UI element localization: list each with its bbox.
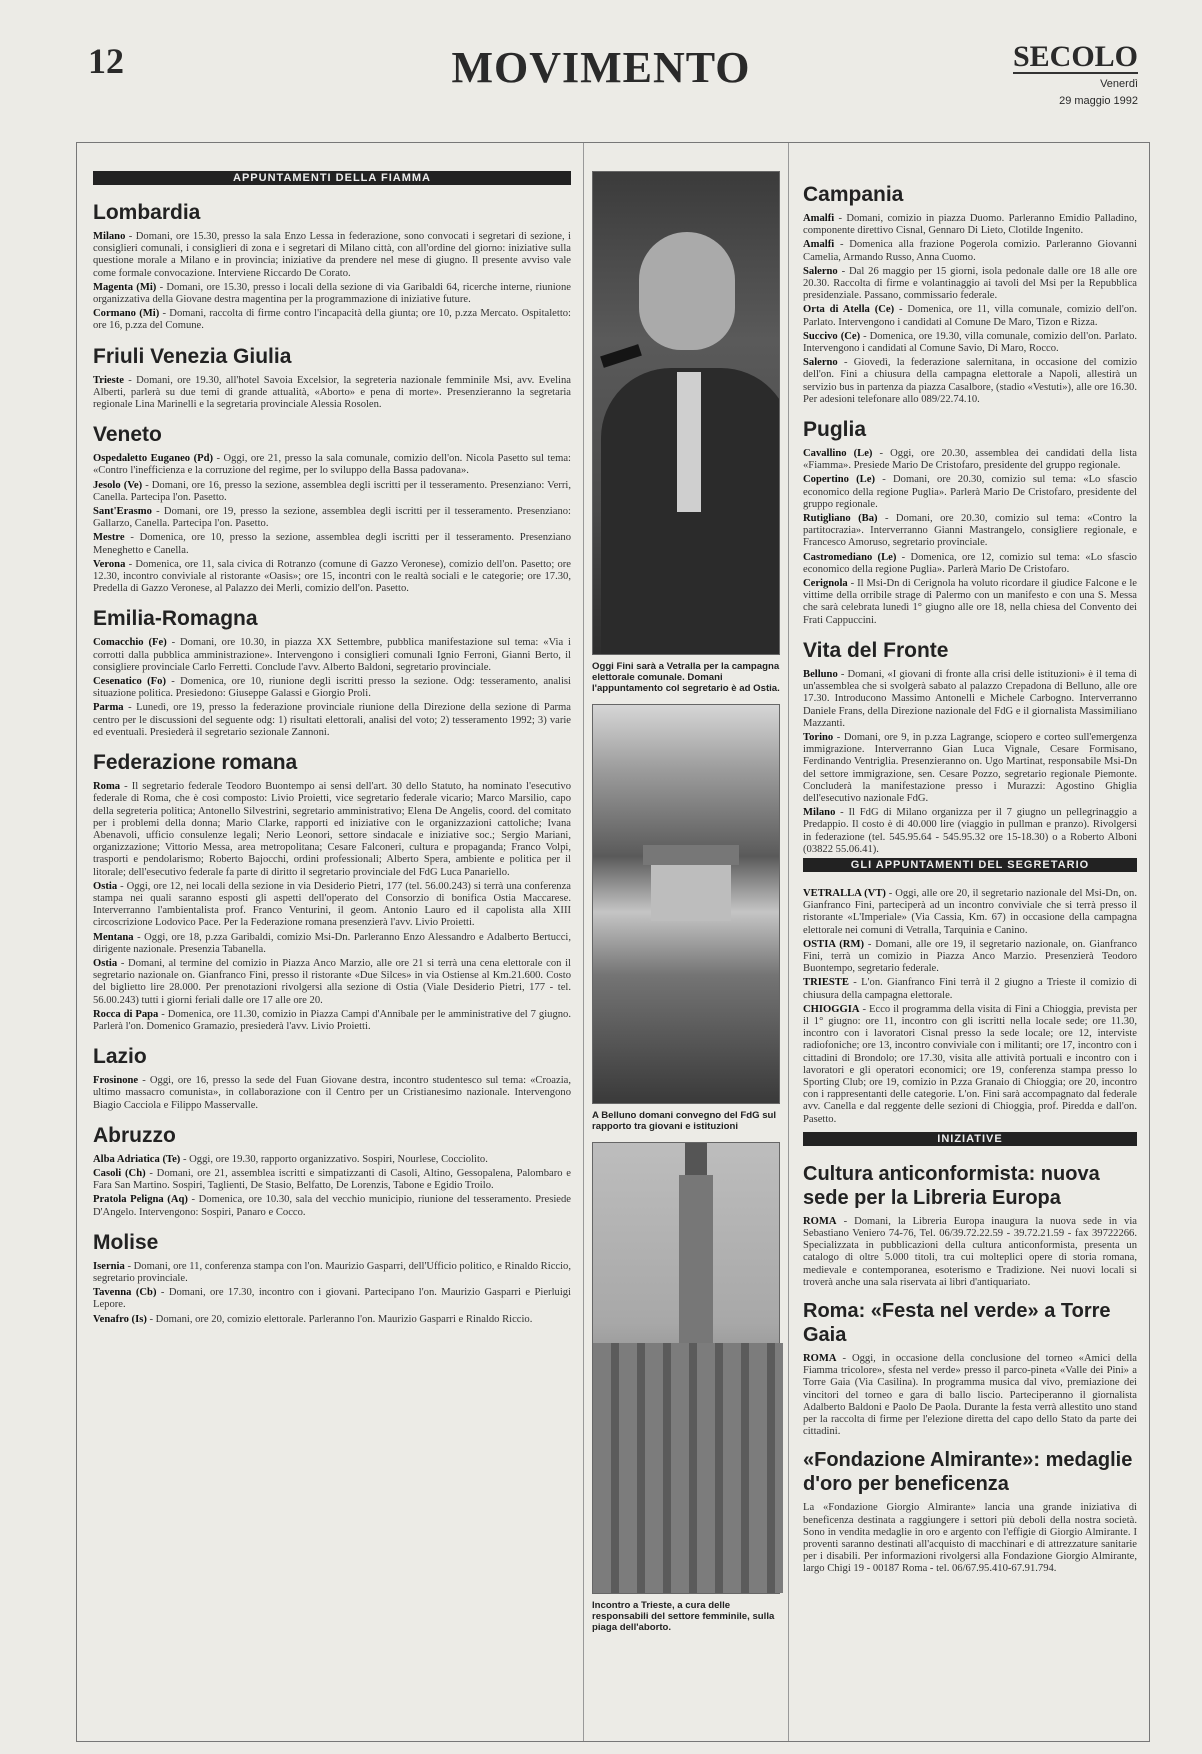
item-text: - L'on. Gianfranco Fini terrà il 2 giugno a Trieste il comizio di chiusura della campagna elettorale.	[803, 977, 1137, 1001]
item-text: - Domani, ore 20, comizio elettorale. Parleranno l'on. Maurizio Gasparri e Rinaldo Riccio.	[146, 1313, 533, 1325]
portrait-head	[639, 232, 735, 350]
item-place: Rutigliano (Ba)	[803, 513, 878, 525]
item-place: Cormano (Mi)	[93, 308, 160, 320]
region-heading: Emilia-Romagna	[93, 607, 258, 631]
item-place: Amalfi	[803, 239, 835, 251]
item-entry	[803, 213, 1137, 237]
item-entry	[803, 331, 1137, 355]
item-text: - Giovedì, la federazione salernitana, in occasione del comizio dell'on. Fini a chiusura della campagna elettorale a Napoli, allestirà un servizio bus in partenza da piazza Casalbore, (stadio «Vestuti»), alle ore 16.30. Per adesioni telefonare allo 089/22.74.10.	[803, 357, 1137, 405]
region-heading: Lazio	[93, 1045, 147, 1069]
item-text: - Domani, ore 11, conferenza stampa con l'on. Maurizio Gasparri, dell'Ufficio politico, e Rinaldo Riccio, segretario provinciale.	[93, 1260, 571, 1284]
item-place: Comacchio (Fe)	[93, 637, 167, 649]
item-entry	[93, 932, 571, 956]
item-entry	[93, 1075, 571, 1112]
item-entry	[93, 1154, 571, 1166]
item-entry	[803, 888, 1137, 937]
iniziative-list	[803, 1162, 1137, 1576]
appuntamenti-banner: APPUNTAMENTI DELLA FIAMMA	[93, 171, 571, 185]
item-entry	[803, 578, 1137, 627]
item-text: - Domenica, ore 11.30, comizio in Piazza Campi d'Annibale per le amministrative del 7 giugno. Parlerà l'on. Domenico Gramazio, presiederà l'avv. Livio Proietti.	[93, 1008, 571, 1032]
item-text: La «Fondazione Giorgio Almirante» lancia una grande iniziativa di beneficenza destinata a raggiungere i settori più deboli della nostra società. Sono in vendita medaglie in oro e argento con l'effigie di Giorgio Almirante. I proventi saranno destinati all'acquisto di macchinari e di attrezzature sanitarie per i disabili. Per informazioni rivolgersi alla Fondazione Giorgio Almirante, largo Chigi 19 - 00187 Roma - tel. 06/67.95.410-67.91.794.	[803, 1502, 1137, 1575]
section-title: MOVIMENTO	[451, 43, 751, 92]
item-text: - Domani, ore 19, presso la sezione, assemblea degli iscritti per il tesseramento. Presenziano: Gallarzo, Canella. Partecipa l'on. Pasetto.	[93, 506, 571, 530]
item-text: - Lunedì, ore 19, presso la federazione provinciale riunione della Direzione della sezione di Parma centro per le discussioni del seguente odg: 1) risultati elettorali, analisi del voto; 2) tesseramento 1992; 3) varie ed eventuali. Presiederà il segretario sezionale Zannoni.	[93, 702, 571, 738]
item-entry	[93, 532, 571, 556]
item-text: - Oggi, ore 19.30, rapporto organizzativo. Sospiri, Nourlese, Cocciolito.	[180, 1153, 488, 1165]
right-regions-list	[803, 183, 1137, 856]
item-place: Torino	[803, 731, 834, 743]
item-place: Orta di Atella (Ce)	[803, 304, 895, 316]
item-place: Frosinone	[93, 1075, 139, 1087]
item-text: - Domani, ore 15.30, presso i locali della sezione di via Garibaldi 64, ricerche interne, riunione organizzativa della Giovane destra magentina per la programmazione di iniziative future.	[93, 281, 571, 306]
church-roof	[643, 845, 739, 865]
item-entry	[93, 881, 571, 930]
item-entry	[803, 266, 1137, 303]
newspaper-logo: SECOLO	[1012, 40, 1138, 73]
item-text: - Domenica, ore 10, presso la sezione, assemblea degli iscritti per il tesseramento. Presenziano Meneghetto e Canella.	[93, 532, 571, 556]
item-place: OSTIA (RM)	[803, 938, 864, 950]
iniziative-banner: INIZIATIVE	[803, 1132, 1137, 1146]
item-place: Salerno	[803, 265, 838, 277]
segretario-banner: GLI APPUNTAMENTI DEL SEGRETARIO	[803, 858, 1137, 872]
fini-photo	[592, 171, 780, 655]
item-text: - Domani, ore 21, assemblea iscritti e simpatizzanti di Casoli, Altino, Gessopalena, Palombaro e Fara San Martino. Sospiri, Taglienti, De Stasio, Belfatto, De Lorenzis, Tabone e Egidio Troilo.	[93, 1167, 572, 1192]
region-heading: Friuli Venezia Giulia	[93, 344, 292, 368]
item-place: Milano	[93, 231, 126, 242]
region-heading: Federazione romana	[93, 751, 298, 775]
item-entry	[93, 1261, 571, 1285]
item-place: Amalfi	[803, 213, 835, 224]
item-entry	[93, 559, 571, 596]
item-entry	[803, 807, 1137, 856]
item-place: Roma	[93, 781, 121, 793]
item-place: Casoli (Ch)	[93, 1167, 146, 1179]
photo-caption-fini: Oggi Fini sarà a Vetralla per la campagna elettorale comunale. Domani l'appuntamento col segretario è ad Ostia.	[592, 661, 780, 694]
region-heading: Campania	[803, 183, 904, 206]
item-entry	[93, 702, 571, 739]
item-entry	[803, 357, 1137, 406]
item-entry	[803, 1216, 1137, 1289]
item-entry	[803, 239, 1137, 263]
item-entry	[93, 1009, 571, 1033]
region-heading: Molise	[93, 1230, 159, 1254]
item-place: TRIESTE	[803, 977, 849, 989]
item-entry	[93, 1194, 571, 1218]
item-text: - Domenica, ore 12, comizio sul tema: «Lo sfascio economico della regione Puglia». Parlerà Mario De Cristofaro.	[803, 551, 1137, 575]
item-text: - Domenica, ore 10, riunione degli iscritti presso la sezione. Odg: tesseramento, analisi situazione politica. Presiedono: Giuseppe Galassi e Giorgio Proli.	[93, 676, 572, 700]
item-place: Cavallino (Le)	[803, 448, 873, 460]
page-number: 12	[88, 41, 124, 81]
item-text: - Domani, comizio in piazza Duomo. Parleranno Emidio Palladino, componente direttivo Cisnal, Gennaro Di Lieto, Clotilde Ingenito.	[803, 213, 1137, 237]
item-text: - Oggi, alle ore 20, il segretario nazionale del Msi-Dn, on. Gianfranco Fini, parteciperà ad un incontro conviviale che si terrà presso il ristorante «L'Imperiale» (Via Cassia, Km. 67) in occasione della campagna elettorale nei comuni di Vetralla, Tarquinia e Canino.	[803, 887, 1138, 936]
item-text: - Il segretario federale Teodoro Buontempo ai sensi dell'art. 30 dello Statuto, ha nominato l'esecutivo federale di Roma, che è così composto: Livio Proietti, vice segretario federale vicario; Marco Marsilio, capo della segreteria politica; Antonello Silvestrini, segretario amministrativo; Elena De Angelis, coord. del comitato per i problemi della donna; Mario Clarke, rapporti ed iniziative con le organizzazioni cattoliche; Ivana Abenavoli, ufficio consulenze legali; Nerio Leonori, settore sindacale e iniziative soc.; Sergio Mariani, organizzazione; Vittorio Messa, area metropolitana; Cesare Falconeri, cultura e propaganda; Franco Volpi, trasporti e pendolarismo; Roberto Bajocchi, ordini professionali; Alberto Spera, ambiente e politica per il litorale; dell'esecutivo federale fa parte di diritto il segretario provinciale del FdG Luca Panariello.	[93, 781, 571, 878]
item-entry	[93, 506, 571, 530]
item-entry	[803, 448, 1137, 472]
item-place: Milano	[803, 807, 836, 819]
item-text: - Ecco il programma della visita di Fini a Chioggia, prevista per il 1° giugno: ore 11, incontro con gli iscritti nella locale sede; ore 11.30, incontro con i lavoratori Cisnal presso la sede locale; ore 12, interviste radiofoniche; ore 13, incontro conviviale con i militanti; ore 17, incontro con i cittadini di Brondolo; ore 17.30, visita alle attività portuali e incontro con i lavoratori e gli operatori economici; ore 19, conferenza stampa presso lo Sporting Club; ore 19, comizio in P.zza Granaio di Chioggia; ore 20, incontro con i rappresentanti delle categorie. L'on. Fini sarà accompagnato dal federale avv. Canella e dal reggente delle sezioni di Chioggia, prof. Piredda e dall'on. Pasetto.	[803, 1003, 1137, 1125]
issue-weekday: Venerdì	[1100, 78, 1138, 90]
item-entry	[93, 958, 571, 1007]
item-text: - Domani, ore 20.30, comizio sul tema: «Lo sfascio economico della regione Puglia». Parlerà Mario De Cristofaro, presidente del gruppo regionale.	[803, 474, 1138, 510]
trieste-photo	[592, 1142, 780, 1594]
item-text: - Domani, raccolta di firme contro l'incapacità della giunta; ore 10, p.zza Mercato. Ospitaletto: ore 16, p.zza del Comune.	[93, 308, 572, 332]
item-text: - Domani, ore 16, presso la sezione, assemblea degli iscritti per il tesseramento. Presenziano: Verri, Canella. Partecipa l'on. Pasetto.	[93, 479, 572, 503]
item-place: Magenta (Mi)	[93, 281, 157, 293]
item-entry	[93, 375, 571, 412]
item-entry	[93, 637, 571, 674]
item-text: - Domenica, ore 19.30, villa comunale, comizio dell'on. Parlato. Intervengono i candidati al Comune Savio, Di Maro, Rocco.	[803, 330, 1138, 355]
regions-list	[93, 201, 571, 1326]
item-place: Salerno	[803, 357, 838, 369]
region-heading: Vita del Fronte	[803, 638, 949, 662]
article-headline: Cultura anticonformista: nuova sede per la Libreria Europa	[803, 1162, 1100, 1209]
item-place: ROMA	[803, 1353, 837, 1365]
item-text: - Domani, ore 15.30, presso la sala Enzo Lessa in federazione, sono convocati i segretari di sezione, i consiglieri comunali, i consiglieri di zona e i segretari di Milano città, con all'ordine del giorno: iniziative sulla questione morale a Milano e in provincia; iniziative da prendere nel mese di giugno. Il presente avviso vale come formale convocazione. Interviene Riccardo De Corato.	[93, 231, 571, 279]
region-heading: Veneto	[93, 423, 162, 447]
item-entry	[803, 669, 1137, 730]
item-place: Ostia	[93, 880, 118, 892]
item-place: Jesolo (Ve)	[93, 479, 143, 491]
region-heading: Abruzzo	[93, 1123, 176, 1147]
item-entry	[803, 732, 1137, 805]
item-text: - Domani, «I giovani di fronte alla crisi delle istituzioni» è il tema di un'assemblea che si svolgerà sabato al palazzo Crepadona di Belluno, alle ore 17.30. Introducono Massimo Antonelli e Michele Carbogno. Interverranno Daniele Frans, della Direzione nazionale del FdG e il giornalista Massimiliano Mazzanti.	[803, 668, 1137, 729]
item-entry	[93, 308, 571, 332]
item-entry	[93, 676, 571, 700]
item-entry	[93, 1287, 571, 1311]
item-place: Rocca di Papa	[93, 1008, 159, 1020]
item-place: Cesenatico (Fo)	[93, 676, 166, 688]
column-appuntamenti	[87, 143, 575, 1741]
item-text: - Oggi, ore 20.30, assemblea dei candidati della lista «Fiamma». Presiede Mario De Cristofaro, presidente del gruppo regionale.	[803, 448, 1137, 472]
column-right	[797, 143, 1141, 1741]
church-shape	[651, 865, 731, 921]
item-text: - Domani, ore 9, in p.zza Lagrange, sciopero e corteo sull'emergenza immigrazione. Interverranno Gian Luca Vignale, Cesare Formisano, Ferdinando Ventriglia. Presenzieranno on. Ugo Martinat, responsabile Msi-Dn del settore immigrazione, sen. Cesare Pozzo, segretario regionale Piemonte. Concluderà la manifestazione presso i Murazzi: Agostino Ghiglia dell'esecutivo nazionale FdG.	[803, 731, 1137, 804]
item-entry	[803, 1502, 1137, 1575]
item-entry	[803, 513, 1137, 550]
item-text: - Domani, la Libreria Europa inaugura la nuova sede in via Sebastiano Veniero 74-76, Tel. 06/39.72.22.59 - 39.72.21.59 - fax 39722266. Specializzata in pubblicazioni della cultura anticonformista, presenta un catalogo di oltre 5.000 titoli, tra cui molteplici opere di storia romana, medievale e contemporanea, esoterismo e Tradizione. Nei nuovi locali si troverà anche una sala riservata ai libri d'antiquariato.	[803, 1215, 1137, 1288]
item-text: - Domani, ore 17.30, incontro con i giovani. Partecipano l'on. Maurizio Gasparri e Pierluigi Lepore.	[93, 1287, 571, 1311]
item-entry	[803, 1353, 1137, 1438]
item-place: Copertino (Le)	[803, 474, 875, 486]
photo-caption-trieste: Incontro a Trieste, a cura delle responsabili del settore femminile, sulla piaga dell'aborto.	[592, 1600, 775, 1633]
item-place: Castromediano (Le)	[803, 551, 897, 563]
item-place: Mestre	[93, 532, 125, 544]
item-text: - Domani, alle ore 19, il segretario nazionale, on. Gianfranco Fini, terrà un comizio in Piazza Anco Marzio. Presenzierà Teodoro Buontempo, segretario federale.	[803, 938, 1137, 975]
article-headline: «Fondazione Almirante»: medaglie d'oro per beneficenza	[803, 1449, 1133, 1496]
item-place: Succivo (Ce)	[803, 330, 861, 342]
item-text: - Domenica alla frazione Pogerola comizio. Parleranno Giovanni Camelia, Armando Russo, Anna Cuomo.	[803, 239, 1137, 263]
item-place: Tavenna (Cb)	[93, 1287, 157, 1299]
item-text: - Oggi, ore 16, presso la sede del Fuan Giovane destra, incontro studentesco sul tema: «Croazia, ultimo massacro comunista», in collaborazione con il Centro per un Cristianesimo nazionale. Intervengono Biagio Cacciola e Filippo Masservalle.	[93, 1075, 571, 1111]
item-text: - Domenica, ore 11, villa comunale, comizio dell'on. Parlato. Intervengono i candidati al Comune De Maro, Tizon e Rizza.	[803, 304, 1137, 328]
item-place: Mentana	[93, 931, 134, 943]
item-place: Alba Adriatica (Te)	[93, 1153, 181, 1165]
item-entry	[803, 1004, 1137, 1126]
masthead	[1013, 42, 1138, 108]
item-text: - Il Msi-Dn di Cerignola ha voluto ricordare il giudice Falcone e le vittime della orribile strage di Palermo con un manifesto e con una S. Messa che sarà celebrata lunedì 1° giugno alle ore 18, nella chiesa del Convento dei Frati Cappuccini.	[803, 578, 1137, 626]
item-place: Belluno	[803, 668, 838, 680]
item-text: - Domani, ore 20.30, comizio sul tema: «Contro la partitocrazia». Interverranno Gianni Mastrangelo, consigliere regionale, e Francesco Amoruso, segretario provinciale.	[803, 513, 1138, 549]
item-place: Isernia	[93, 1260, 125, 1272]
column-photos	[583, 143, 789, 1741]
belluno-photo	[592, 704, 780, 1104]
item-place: Pratola Peligna (Aq)	[93, 1194, 188, 1206]
region-heading: Lombardia	[93, 201, 201, 224]
item-text: - Oggi, ore 21, presso la sala comunale, comizio dell'on. Nicola Pasetto sul tema: «Contro l'inefficienza e la corruzione del regime, per lo sviluppo della Bassa padovana».	[93, 453, 571, 477]
item-entry	[93, 1314, 571, 1326]
item-place: Verona	[93, 558, 126, 570]
item-text: - Dal 26 maggio per 15 giorni, isola pedonale dalle ore 18 alle ore 20.30. Raccolta di firme e volantinaggio ai tavoli del Msi per la Repubblica presidenziale. Passano, commissario federale.	[803, 265, 1137, 302]
item-place: ROMA	[803, 1215, 837, 1227]
item-entry	[93, 781, 571, 879]
item-place: Ospedaletto Euganeo (Pd)	[93, 453, 213, 465]
item-text: - Oggi, ore 18, p.zza Garibaldi, comizio Msi-Dn. Parleranno Enzo Alessandro e Adalberto Bertucci, dirigente nazionale. Presenzia Tabanella.	[93, 931, 571, 955]
item-place: Parma	[93, 702, 124, 714]
item-entry	[93, 453, 571, 477]
portrait-shirt	[677, 372, 701, 512]
item-entry	[93, 480, 571, 504]
microphone-shape	[600, 344, 642, 368]
item-text: - Oggi, in occasione della conclusione del torneo «Amici della Fiamma tricolore», sfesta nel verde» presso il parco-pineta «Valle dei Pini» a Torre Gaia (Via Casilina). In programma musica dal vivo, premiazione dei vincitori del torneo e gara di ballo liscio. Parteciperanno il giornalista Adalberto Baldoni e Paolo De Paola. Durante la festa verrà allestito uno stand per la raccolta di firme per l'elezione diretta del capo dello Stato da parte dei cittadini.	[803, 1353, 1137, 1438]
item-text: - Domani, al termine del comizio in Piazza Anco Marzio, alle ore 21 si terrà una cena elettorale con il segretario nazionale on. Gianfranco Fini, presso il ristorante «Due Silces» in via Ostiense al Km.21.600. Costo del biglietto lire 28.000. Per prenotazioni rivolgersi alla sezione di Ostia (Viale Desiderio Pietri, 177 - tel. 56.00.243) tutti i giorni feriali dalle ore 17 alle ore 20.	[93, 957, 571, 1006]
page-frame	[76, 142, 1150, 1742]
item-place: CHIOGGIA	[803, 1003, 860, 1015]
item-entry	[803, 304, 1137, 328]
item-place: Cerignola	[803, 578, 848, 590]
item-place: Trieste	[93, 374, 124, 386]
item-text: - Domani, ore 19.30, all'hotel Savoia Excelsior, la segreteria nazionale femminile Msi, avv. Evelina Alberti, parlerà su due temi di grande attualità, «Aborto» e pena di morte». Presenzieranno la segretaria regionale Lina Marinelli e la segretaria provinciale Alessia Rosolen.	[93, 374, 571, 411]
item-text: - Il FdG di Milano organizza per il 7 giugno un pellegrinaggio a Predappio. Il costo è di 40.000 lire (viaggio in pullman e pranzo). Rivolgersi in federazione (tel. 545.95.64 - 545.95.32 ore 15-18.30) o a Roberto Alboni (03822 55.06.41).	[803, 807, 1137, 855]
segretario-list	[803, 888, 1137, 1126]
item-entry	[93, 231, 571, 280]
item-entry	[803, 977, 1137, 1001]
item-place: Ostia	[93, 957, 118, 969]
item-text: - Domani, ore 10.30, in piazza XX Settembre, pubblica manifestazione sul tema: «Via i corrotti dalla pubblica amministrazione». Intervengono i consiglieri comunali Ignio Ferroni, Gianni Berto, il consigliere provinciale Carlo Ferretti. Conclude l'avv. Alberto Baldoni, segretario provinciale.	[93, 637, 571, 673]
item-entry	[803, 474, 1137, 511]
item-place: Venafro (Is)	[93, 1313, 147, 1325]
article-headline: Roma: «Festa nel verde» a Torre Gaia	[803, 1300, 1111, 1347]
item-place: VETRALLA (VT)	[803, 887, 886, 899]
photo-caption-belluno: A Belluno domani convegno del FdG sul rapporto tra giovani e istituzioni	[592, 1110, 777, 1132]
issue-date: 29 maggio 1992	[1059, 95, 1138, 107]
item-entry	[803, 939, 1137, 976]
item-text: - Oggi, ore 12, nei locali della sezione in via Desiderio Pietri, 177 (tel. 56.00.243) si terrà una conferenza stampa nei quali saranno esposti gli aspetti dell'operato del Consorzio di bonifica Ostia Maccarese. Interverranno l'ambientalista prof. Franco Venturini, il geom. Antonio Lauro ed il capolista alla XIII circoscrizione Lodovico Pace. Per la Federazione romana presenzierà l'avv. Livio Proietti.	[93, 880, 571, 929]
item-text: - Domenica, ore 10.30, sala del vecchio municipio, riunione del tesseramento. Presiede D'Angelo. Intervengono: Sospiri, Panaro e Cocco.	[93, 1194, 571, 1218]
item-place: Sant'Erasmo	[93, 506, 152, 518]
item-entry	[803, 552, 1137, 576]
item-entry	[93, 282, 571, 306]
buildings-shape	[593, 1343, 783, 1593]
item-entry	[93, 1168, 571, 1192]
item-text: - Domenica, ore 11, sala civica di Rotranzo (comune di Gazzo Veronese), comizio dell'on. Pasetto; ore 12.30, incontro conviviale al ristorante «Oasis»; ore 15, incontri con le realtà sociali e le categorie; ore 17.30, Predella di Gazzo Veronese, al Palazzo dei Merli, comizio dell'on. Pasetto.	[93, 558, 571, 595]
region-heading: Puglia	[803, 418, 867, 442]
